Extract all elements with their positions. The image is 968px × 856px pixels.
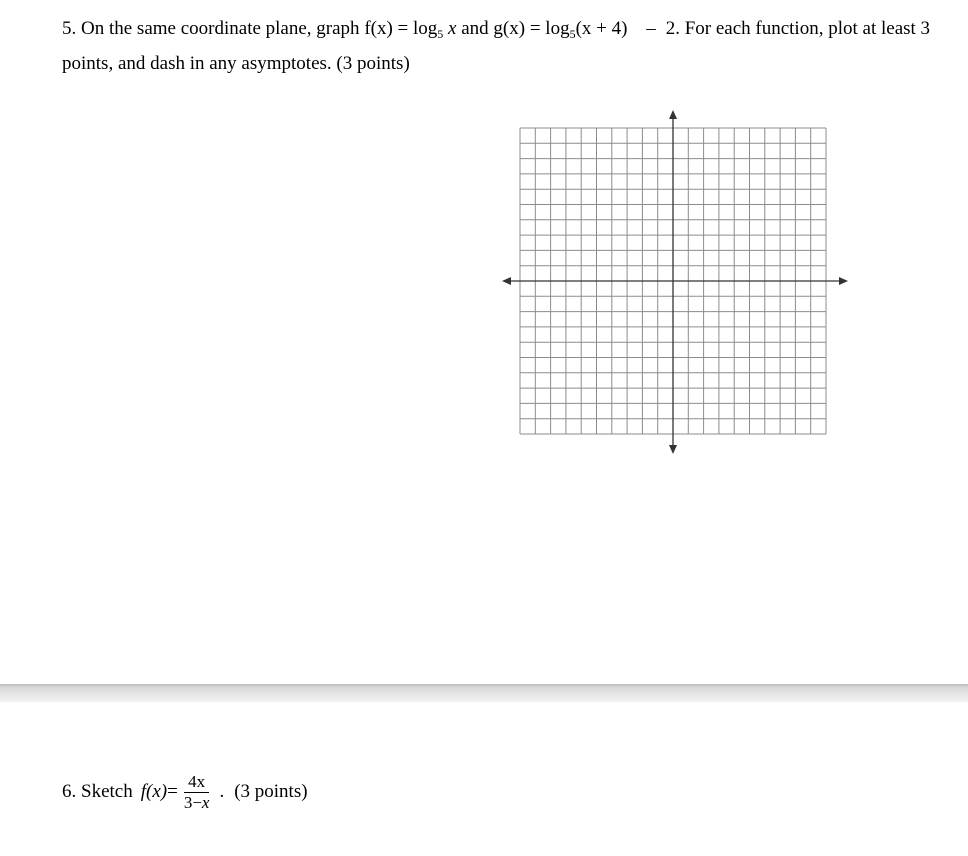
den-var: x: [201, 792, 210, 812]
fraction-numerator: 4x: [184, 772, 209, 793]
conjunction: and: [461, 18, 489, 39]
x-axis-right-arrow: [839, 277, 848, 285]
question-6-points: (3 points): [234, 781, 308, 802]
f-label-6: f(x): [140, 781, 168, 802]
equals-sign-6: =: [167, 781, 178, 802]
question-5-number: 5.: [62, 18, 77, 39]
coordinate-grid[interactable]: [500, 108, 850, 458]
g-log-arg: (x + 4): [575, 18, 628, 39]
question-5-rest: 2. For each function, plot at least 3 points, and dash in any asymptotes.: [62, 18, 931, 74]
equals-sign: =: [397, 18, 409, 39]
question-5-points: (3 points): [336, 53, 410, 74]
f-log: log: [413, 18, 438, 39]
g-log: log: [545, 18, 570, 39]
period: .: [219, 781, 225, 802]
g-label: g(x): [493, 18, 526, 39]
grid-axes: [502, 110, 848, 454]
page-divider: [0, 684, 968, 702]
x-axis-left-arrow: [502, 277, 511, 285]
g-log-base: 5: [569, 27, 576, 41]
f-label: f(x): [364, 18, 393, 39]
question-5-intro: On the same coordinate plane, graph: [81, 18, 360, 39]
equals-sign-2: =: [529, 18, 541, 39]
question-6: [62, 764, 308, 820]
den-const: 3: [183, 792, 193, 812]
question-5: [62, 14, 942, 78]
den-op: −: [192, 792, 202, 812]
f-log-arg: x: [448, 18, 457, 39]
minus-sign: –: [646, 18, 656, 39]
fraction: [180, 772, 214, 813]
y-axis-up-arrow: [669, 110, 677, 119]
y-axis-down-arrow: [669, 445, 677, 454]
fraction-denominator: [180, 793, 214, 813]
question-6-number: 6. Sketch: [62, 781, 133, 802]
f-log-base: 5: [437, 27, 444, 41]
